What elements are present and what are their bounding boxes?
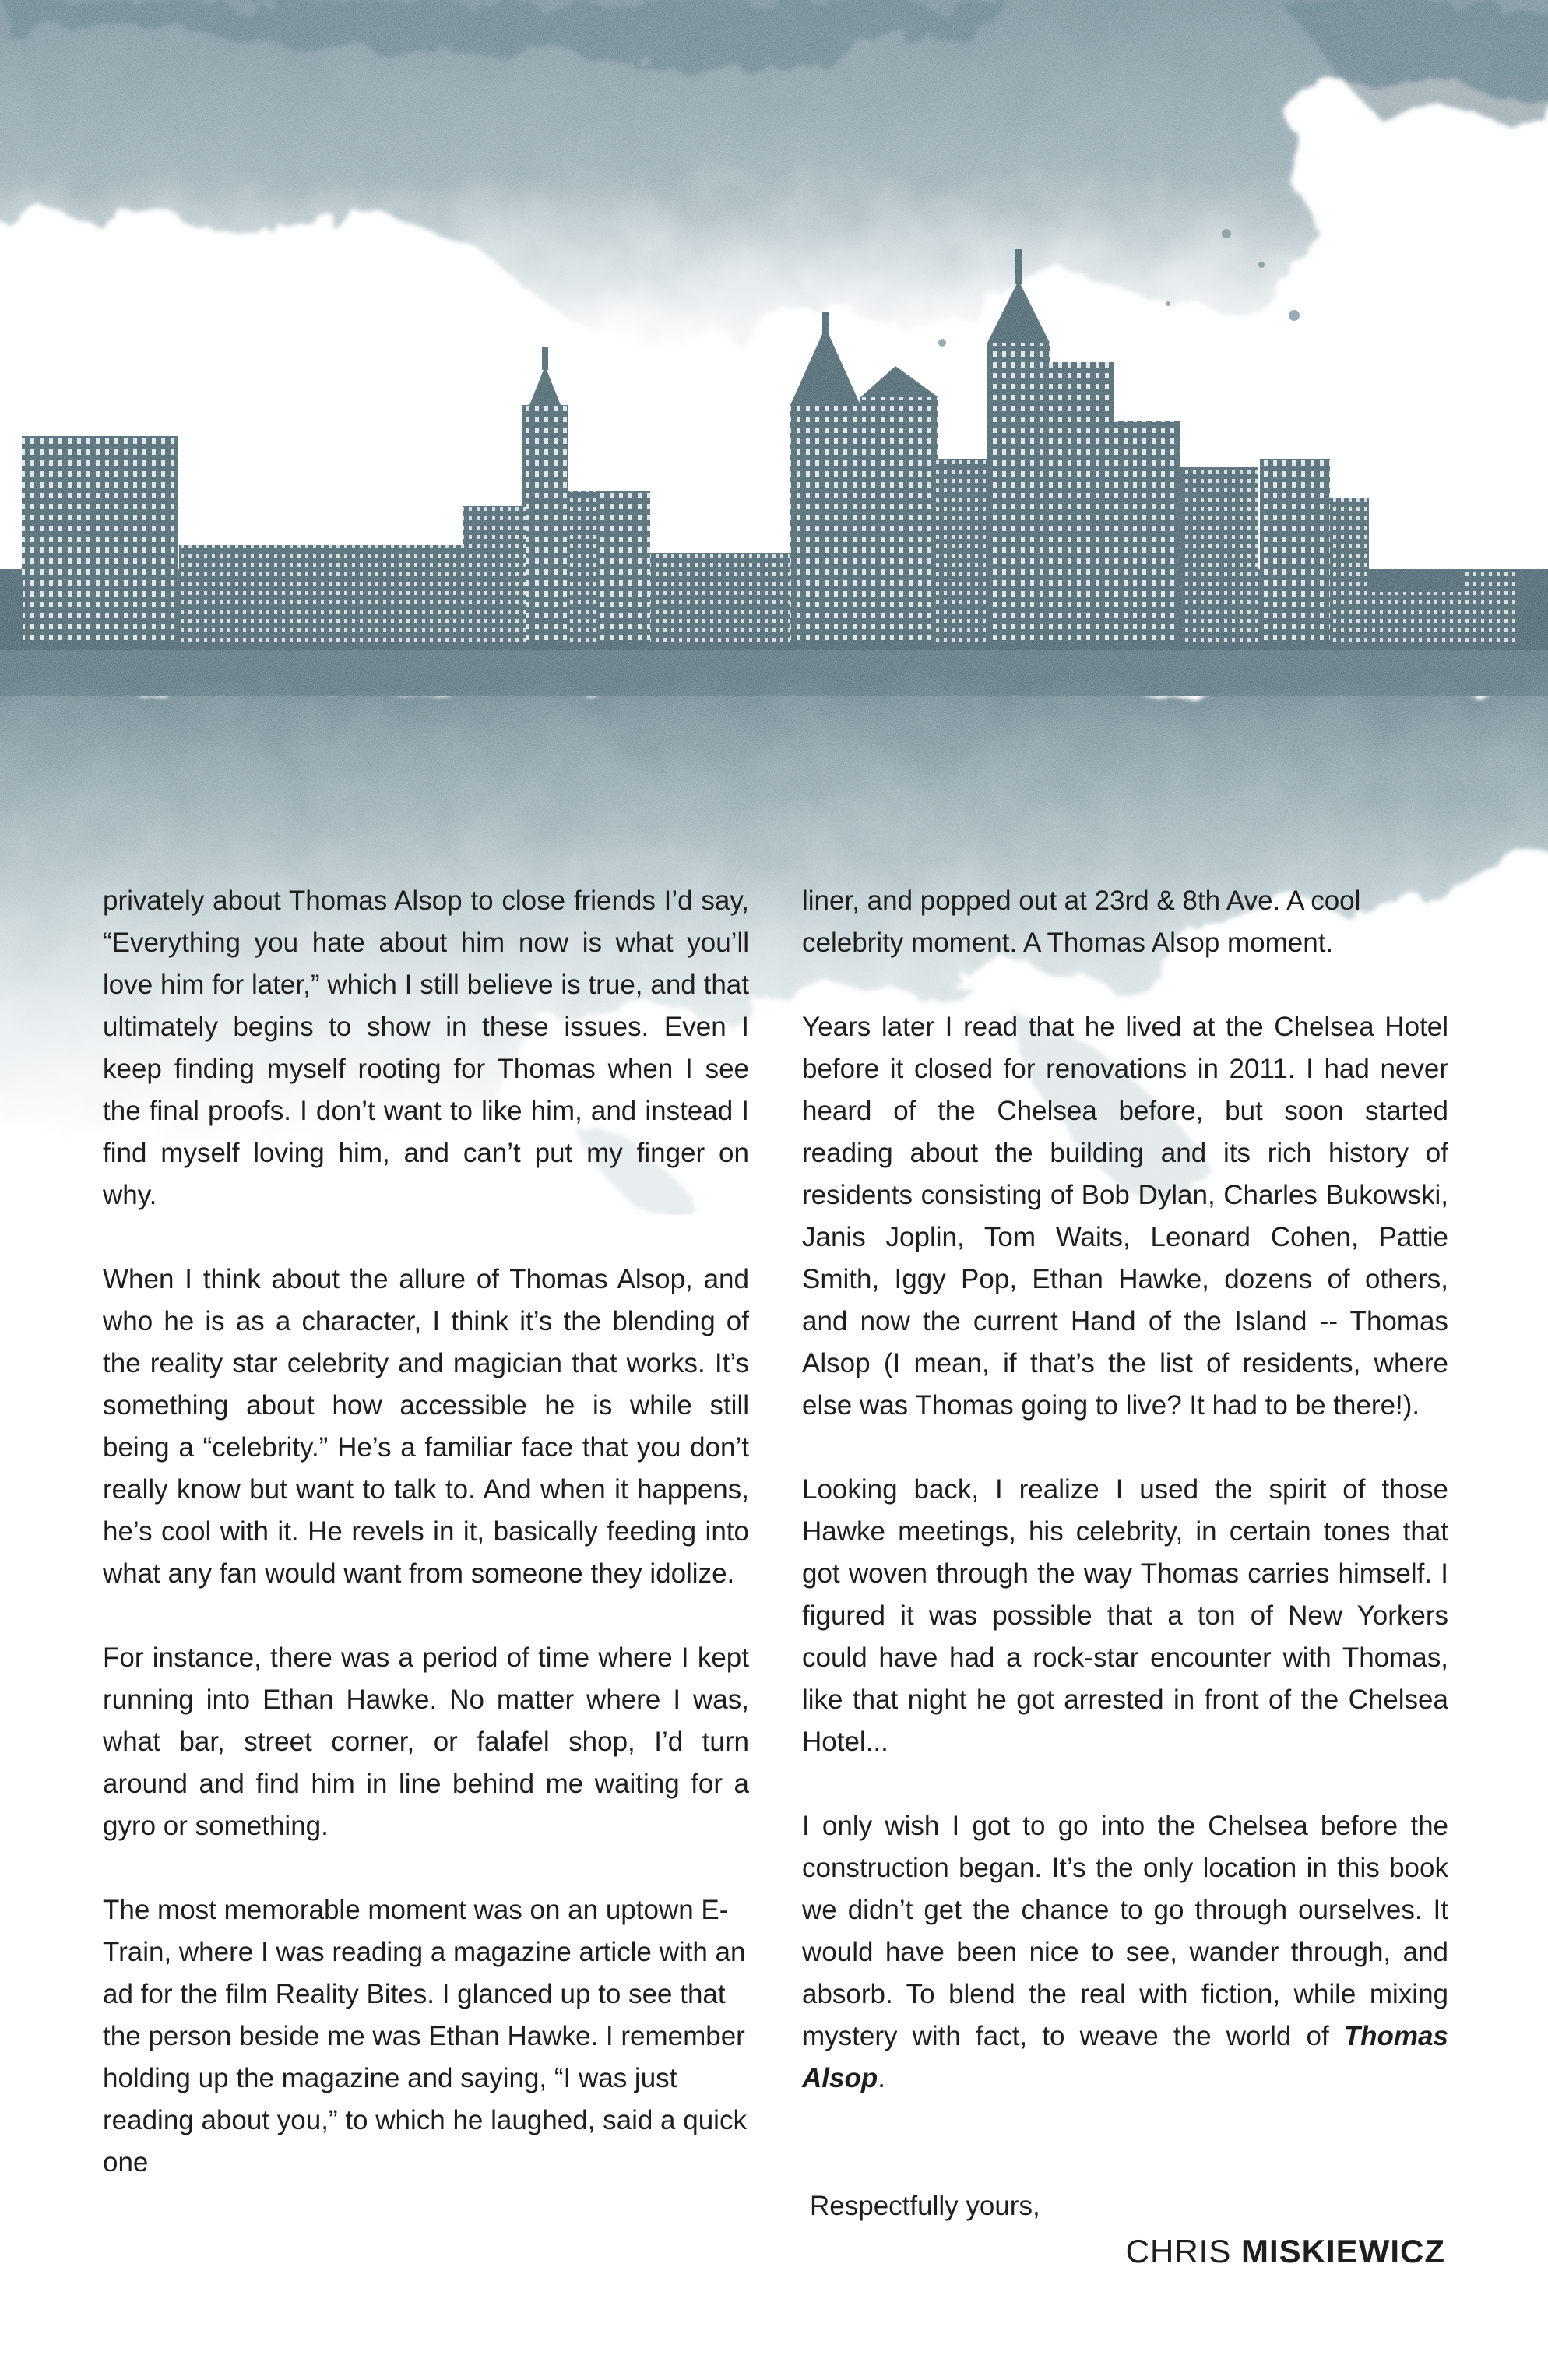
closing-text: I only wish I got to go into the Chelsea before the construction began. It’s the only location in this book we didn’t get the chance to go through ourselves. It would have been nice to see, wander through, and absorb. To blend the real with fiction, while mixing mystery with fact, to weave the world of [802, 1811, 1448, 2051]
paragraph-chelsea-hotel: Years later I read that he lived at the Chelsea Hotel before it closed for renovations in 2011. I had never heard of the Chelsea before, but soon started reading about the building and its rich history of residents consisting of Bob Dylan, Charles Bukowski, Janis Joplin, Tom Waits, Leonard Cohen, Pattie Smith, Iggy Pop, Ethan Hawke, dozens of others, and now the current Hand of the Island -- Thomas Alsop (I mean, if that’s the list of residents, where else was Thomas going to live? It had to be there!). [802, 1012, 1448, 1421]
paragraph-ethan-hawke: For instance, there was a period of time where I kept running into Ethan Hawke. No matter where I was, what bar, street corner, or falafel shop, I’d turn around and find him in line behind me waiting for a gyro or something. [103, 1642, 749, 1841]
author-signature [1126, 2230, 1445, 2273]
article-left-column [103, 880, 749, 2226]
paragraph-looking-back: Looking back, I realize I used the spirit of those Hawke meetings, his celebrity, in certain tones that got woven through the way Thomas carries himself. I figured it was possible that a ton of New Yorkers could have had a rock-star encounter with Thomas, like that night he got arrested in front of the Chelsea Hotel... [802, 1474, 1448, 1757]
paragraph-celebrity-moment: liner, and popped out at 23rd & 8th Ave. A cool celebrity moment. A Thomas Alsop moment. [802, 885, 1361, 958]
sign-off: Respectfully yours, [810, 2191, 1040, 2221]
article-right-column [802, 880, 1448, 2142]
paragraph-e-train: The most memorable moment was on an uptown E-Train, where I was reading a magazine article with an ad for the film Reality Bites. I glanced up to see that the person beside me was Ethan Hawke. I remember holding up the magazine and saying, “I was just reading about you,” to which he laughed, said a quick one [103, 1895, 747, 2178]
book-title: Thomas Alsop [802, 2021, 1448, 2093]
paragraph-closing [802, 1805, 1448, 2100]
author-last-name: MISKIEWICZ [1241, 2233, 1445, 2269]
paragraph-allure: When I think about the allure of Thomas Alsop, and who he is as a character, I think it’s the blending of the reality star celebrity and magician that works. It’s something about how accessible he is while still being a “celebrity.” He’s a familiar face that you don’t really know but want to talk to. And when it happens, he’s cool with it. He revels in it, basically feeding into what any fan would want from someone they idolize. [103, 1264, 749, 1589]
author-first-name: CHRIS [1125, 2233, 1232, 2269]
paragraph-celebrity-love: privately about Thomas Alsop to close friends I’d say, “Everything you hate about him now is what you’ll love him for later,” which I still believe is true, and that ultimately begins to show in these issues. Even I keep finding myself rooting for Thomas when I see the final proofs. I don’t want to like him, and instead I find myself loving him, and can’t put my finger on why. [103, 885, 749, 1210]
closing-end: . [878, 2063, 885, 2093]
